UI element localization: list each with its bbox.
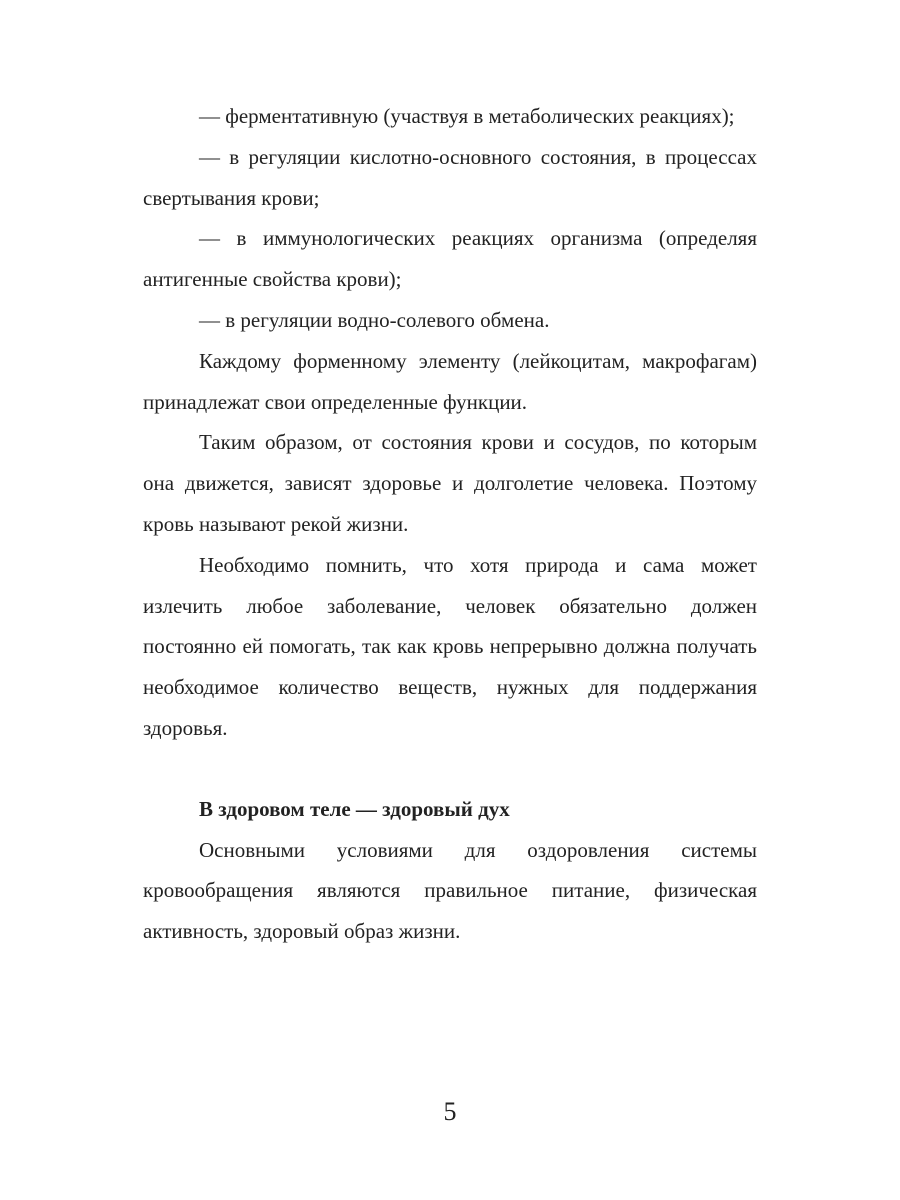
list-item-water-salt: — в регуляции водно-солевого обмена. [199,307,550,332]
paragraph-river-of-life: Таким образом, от состояния крови и сосудов, по которым она движется, зависят здоровье и долголетие человека. Поэтому кровь называют рекой жизни. [143,430,757,536]
paragraph-formed-elements: Каждому форменному элементу (лейкоцитам, макрофагам) принадлежат свои определенные функции. [143,348,757,414]
paragraph-circulation-conditions: Основными условиями для оздоровления системы кровообращения являются правильное питание, физическая активность, здоровый образ жизни. [143,837,757,944]
list-item-enzymatic: — ферментативную (участвуя в метаболических реакциях); [199,104,735,128]
list-item-immunological: — в иммунологических реакциях организма (определяя антигенные свойства крови); [143,226,757,292]
list-item-acid-base: — в регуляции кислотно-основного состояния, в процессах свертывания крови; [143,144,757,210]
paragraph-nature-healing: Необходимо помнить, что хотя природа и сама может излечить любое заболевание, человек обязательно должен постоянно ей помогать, так как кровь непрерывно должна получать необходимое количество веществ, нужных для поддержания здоровья. [143,552,757,740]
text-body [143,96,757,952]
section-heading: В здоровом теле — здоровый дух [199,796,510,821]
page-number: 5 [443,1097,457,1126]
